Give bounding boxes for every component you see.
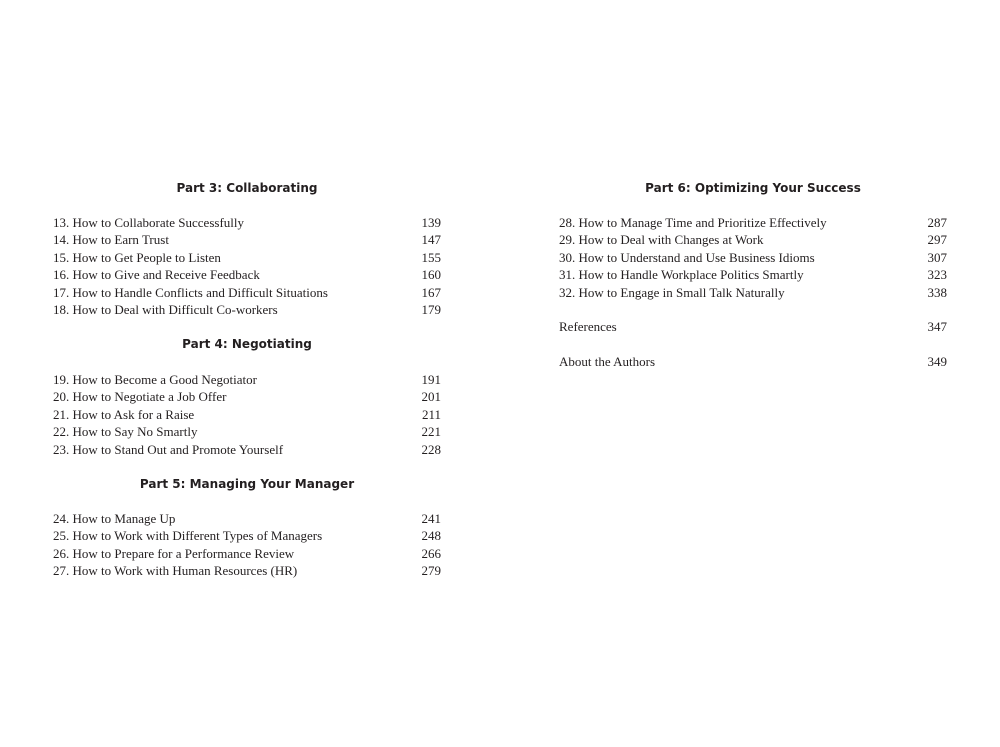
entry-title: 14. How to Earn Trust — [53, 232, 169, 248]
entry-page-number: 228 — [421, 441, 441, 457]
toc-entry[interactable] — [559, 267, 947, 283]
entry-title: 23. How to Stand Out and Promote Yourself — [53, 441, 284, 457]
toc-entry[interactable] — [53, 232, 441, 248]
entry-page-number: 287 — [927, 215, 947, 230]
entry-title: 19. How to Become a Good Negotiator — [53, 372, 257, 387]
entry-title: 27. How to Work with Human Resources (HR) — [53, 563, 298, 579]
toc-back-matter-entry[interactable] — [559, 354, 947, 370]
toc-entry[interactable] — [53, 442, 441, 458]
toc-entry[interactable] — [559, 285, 947, 301]
entry-title: 18. How to Deal with Difficult Co-workers — [53, 302, 278, 317]
entry-page-number: 167 — [421, 284, 441, 300]
toc-entry[interactable] — [53, 511, 441, 527]
entry-title: 30. How to Understand and Use Business Idioms — [559, 249, 815, 265]
entry-title: 20. How to Negotiate a Job Offer — [53, 389, 227, 405]
entry-title: 29. How to Deal with Changes at Work — [559, 232, 764, 248]
toc-entry[interactable] — [53, 528, 441, 544]
entry-page-number: 221 — [421, 424, 441, 440]
toc-entry[interactable] — [559, 215, 947, 231]
toc-entry[interactable] — [53, 407, 441, 423]
entry-page-number: 347 — [927, 319, 947, 334]
entry-page-number: 279 — [421, 563, 441, 579]
entry-title: 32. How to Engage in Small Talk Naturally — [559, 284, 785, 300]
entry-title: 28. How to Manage Time and Prioritize Effectively — [559, 215, 827, 230]
toc-entry[interactable] — [53, 389, 441, 405]
entry-page-number: 139 — [421, 215, 441, 230]
entry-page-number: 338 — [927, 284, 947, 300]
entry-title: 24. How to Manage Up — [53, 511, 176, 526]
entry-page-number: 211 — [421, 406, 441, 422]
entry-title: 26. How to Prepare for a Performance Review — [53, 545, 295, 561]
entry-title: 16. How to Give and Receive Feedback — [53, 267, 260, 283]
entry-page-number: 323 — [927, 267, 947, 283]
entry-title: About the Authors — [559, 354, 656, 369]
entry-page-number: 191 — [421, 372, 441, 387]
toc-entry[interactable] — [53, 215, 441, 231]
entry-page-number: 349 — [927, 354, 947, 369]
entry-page-number: 179 — [421, 302, 441, 317]
entry-page-number: 147 — [421, 232, 441, 248]
entry-page-number: 160 — [421, 267, 441, 283]
toc-entry[interactable] — [53, 424, 441, 440]
part-heading: Part 5: Managing Your Manager — [139, 477, 355, 491]
toc-entry[interactable] — [53, 546, 441, 562]
toc-entry[interactable] — [53, 285, 441, 301]
toc-entry[interactable] — [53, 372, 441, 388]
entry-title: 22. How to Say No Smartly — [53, 424, 198, 440]
toc-entry[interactable] — [53, 250, 441, 266]
toc-entry[interactable] — [559, 250, 947, 266]
entry-page-number: 266 — [421, 545, 441, 561]
entry-page-number: 241 — [421, 511, 441, 526]
entry-page-number: 201 — [421, 389, 441, 405]
entry-title: 13. How to Collaborate Successfully — [53, 215, 244, 230]
entry-title: 21. How to Ask for a Raise — [53, 406, 195, 422]
entry-title: 25. How to Work with Different Types of Managers — [53, 528, 323, 544]
part-heading: Part 3: Collaborating — [176, 181, 318, 195]
toc-entry[interactable] — [53, 563, 441, 579]
entry-title: 17. How to Handle Conflicts and Difficult Situations — [53, 284, 328, 300]
part-heading: Part 4: Negotiating — [182, 337, 312, 351]
entry-page-number: 248 — [421, 528, 441, 544]
entry-title: 15. How to Get People to Listen — [53, 249, 221, 265]
toc-entry[interactable] — [53, 267, 441, 283]
toc-back-matter-entry[interactable] — [559, 319, 947, 335]
toc-entry[interactable] — [559, 232, 947, 248]
part-heading: Part 6: Optimizing Your Success — [645, 181, 861, 195]
entry-page-number: 307 — [927, 249, 947, 265]
entry-page-number: 297 — [927, 232, 947, 248]
entry-title: 31. How to Handle Workplace Politics Smartly — [559, 267, 804, 283]
entry-page-number: 155 — [421, 249, 441, 265]
entry-title: References — [559, 319, 617, 334]
toc-entry[interactable] — [53, 302, 441, 318]
